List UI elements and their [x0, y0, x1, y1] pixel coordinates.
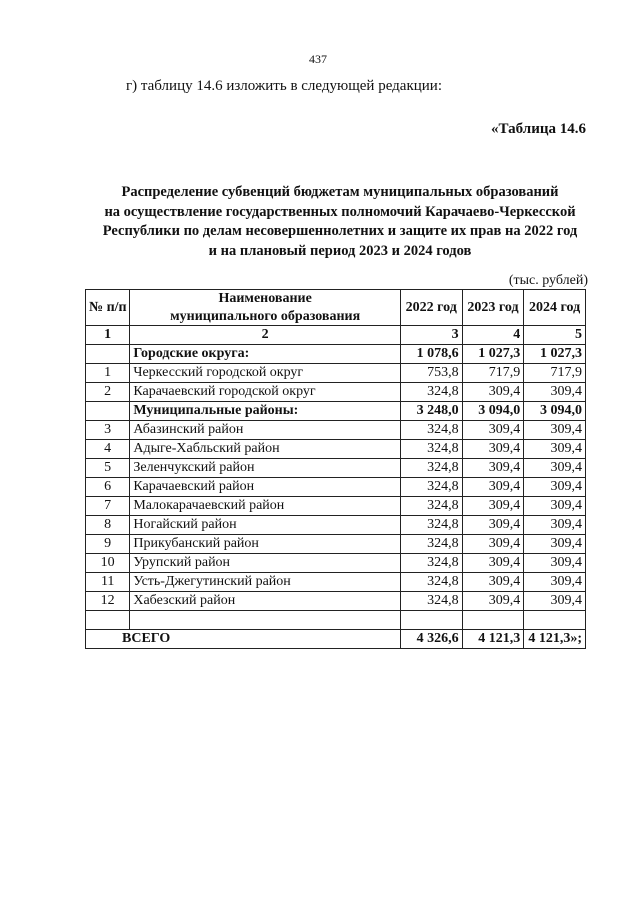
value-2023: 309,4	[462, 497, 524, 516]
empty-cell	[86, 611, 130, 630]
row-number: 4	[86, 440, 130, 459]
header-2023: 2023 год	[462, 290, 524, 326]
value-2023: 309,4	[462, 421, 524, 440]
total-2023: 4 121,3	[462, 630, 524, 649]
total-2024: 4 121,3»;	[524, 630, 586, 649]
value-2023: 309,4	[462, 383, 524, 402]
table-row	[86, 421, 586, 440]
table-row	[86, 592, 586, 611]
row-name: Прикубанский район	[130, 535, 401, 554]
empty-cell	[524, 611, 586, 630]
value-2023: 717,9	[462, 364, 524, 383]
empty-cell	[130, 611, 401, 630]
index-cell: 5	[524, 326, 586, 345]
value-2022: 324,8	[400, 516, 462, 535]
value-2022: 324,8	[400, 383, 462, 402]
row-name: Муниципальные районы:	[130, 402, 401, 421]
value-2024: 3 094,0	[524, 402, 586, 421]
value-2023: 309,4	[462, 516, 524, 535]
index-cell: 2	[130, 326, 401, 345]
heading-line: на осуществление государственных полномочий Карачаево-Черкесской	[104, 203, 576, 220]
table-row	[86, 478, 586, 497]
table-row	[86, 516, 586, 535]
table-row	[86, 535, 586, 554]
value-2022: 3 248,0	[400, 402, 462, 421]
header-name-line1: Наименование	[218, 291, 312, 306]
row-number	[86, 345, 130, 364]
empty-row	[86, 611, 586, 630]
value-2023: 1 027,3	[462, 345, 524, 364]
value-2022: 1 078,6	[400, 345, 462, 364]
row-number: 12	[86, 592, 130, 611]
table-row	[86, 573, 586, 592]
row-name: Карачаевский район	[130, 478, 401, 497]
column-index-row	[86, 326, 586, 345]
row-number: 8	[86, 516, 130, 535]
row-number: 6	[86, 478, 130, 497]
row-name: Хабезский район	[130, 592, 401, 611]
table-row	[86, 383, 586, 402]
value-2023: 309,4	[462, 573, 524, 592]
row-number: 5	[86, 459, 130, 478]
row-number: 3	[86, 421, 130, 440]
value-2022: 324,8	[400, 592, 462, 611]
value-2022: 324,8	[400, 573, 462, 592]
header-2022: 2022 год	[400, 290, 462, 326]
value-2023: 309,4	[462, 535, 524, 554]
row-name: Городские округа:	[130, 345, 401, 364]
heading-line: и на плановый период 2023 и 2024 годов	[208, 242, 472, 259]
value-2023: 309,4	[462, 592, 524, 611]
total-2022: 4 326,6	[400, 630, 462, 649]
value-2022: 324,8	[400, 440, 462, 459]
row-number: 2	[86, 383, 130, 402]
instruction-text: г) таблицу 14.6 изложить в следующей редакции:	[126, 78, 442, 94]
value-2023: 309,4	[462, 554, 524, 573]
total-row	[86, 630, 586, 649]
index-cell: 4	[462, 326, 524, 345]
row-number: 1	[86, 364, 130, 383]
header-name	[130, 290, 401, 326]
row-name: Усть-Джегутинский район	[130, 573, 401, 592]
value-2022: 324,8	[400, 478, 462, 497]
value-2024: 309,4	[524, 459, 586, 478]
row-name: Ногайский район	[130, 516, 401, 535]
value-2023: 3 094,0	[462, 402, 524, 421]
value-2023: 309,4	[462, 478, 524, 497]
value-2024: 309,4	[524, 554, 586, 573]
value-2024: 309,4	[524, 592, 586, 611]
group-row	[86, 345, 586, 364]
table-label: «Таблица 14.6	[491, 121, 586, 137]
table-row	[86, 497, 586, 516]
value-2022: 753,8	[400, 364, 462, 383]
table-heading	[70, 183, 610, 261]
table-row	[86, 459, 586, 478]
subventions-table	[85, 289, 586, 649]
value-2024: 309,4	[524, 497, 586, 516]
row-name: Абазинский район	[130, 421, 401, 440]
row-name: Адыге-Хабльский район	[130, 440, 401, 459]
row-name: Карачаевский городской округ	[130, 383, 401, 402]
value-2024: 309,4	[524, 440, 586, 459]
value-2024: 309,4	[524, 573, 586, 592]
header-num: № п/п	[86, 290, 130, 326]
row-number: 7	[86, 497, 130, 516]
value-2022: 324,8	[400, 535, 462, 554]
page-number: 437	[309, 52, 327, 66]
empty-cell	[400, 611, 462, 630]
value-2024: 309,4	[524, 383, 586, 402]
value-2022: 324,8	[400, 459, 462, 478]
value-2024: 309,4	[524, 478, 586, 497]
empty-cell	[462, 611, 524, 630]
value-2024: 1 027,3	[524, 345, 586, 364]
row-number: 10	[86, 554, 130, 573]
value-2022: 324,8	[400, 421, 462, 440]
table-row	[86, 364, 586, 383]
row-number: 11	[86, 573, 130, 592]
row-name: Зеленчукский район	[130, 459, 401, 478]
value-2024: 309,4	[524, 535, 586, 554]
value-2024: 309,4	[524, 516, 586, 535]
row-name: Урупский район	[130, 554, 401, 573]
value-2022: 324,8	[400, 497, 462, 516]
row-name: Черкесский городской округ	[130, 364, 401, 383]
index-cell: 1	[86, 326, 130, 345]
heading-line: Республики по делам несовершеннолетних и защите их прав на 2022 год	[102, 223, 578, 239]
table-row	[86, 554, 586, 573]
heading-line: Распределение субвенций бюджетам муниципальных образований	[121, 184, 559, 200]
row-number: 9	[86, 535, 130, 554]
header-name-line2: муниципального образования	[170, 308, 361, 324]
value-2024: 309,4	[524, 421, 586, 440]
table-row	[86, 440, 586, 459]
value-2022: 324,8	[400, 554, 462, 573]
units-note: (тыс. рублей)	[508, 273, 588, 288]
value-2023: 309,4	[462, 459, 524, 478]
value-2024: 717,9	[524, 364, 586, 383]
group-row	[86, 402, 586, 421]
value-2023: 309,4	[462, 440, 524, 459]
header-row	[86, 290, 586, 326]
total-label: ВСЕГО	[86, 630, 401, 649]
row-name: Малокарачаевский район	[130, 497, 401, 516]
index-cell: 3	[400, 326, 462, 345]
header-2024: 2024 год	[524, 290, 586, 326]
row-number	[86, 402, 130, 421]
